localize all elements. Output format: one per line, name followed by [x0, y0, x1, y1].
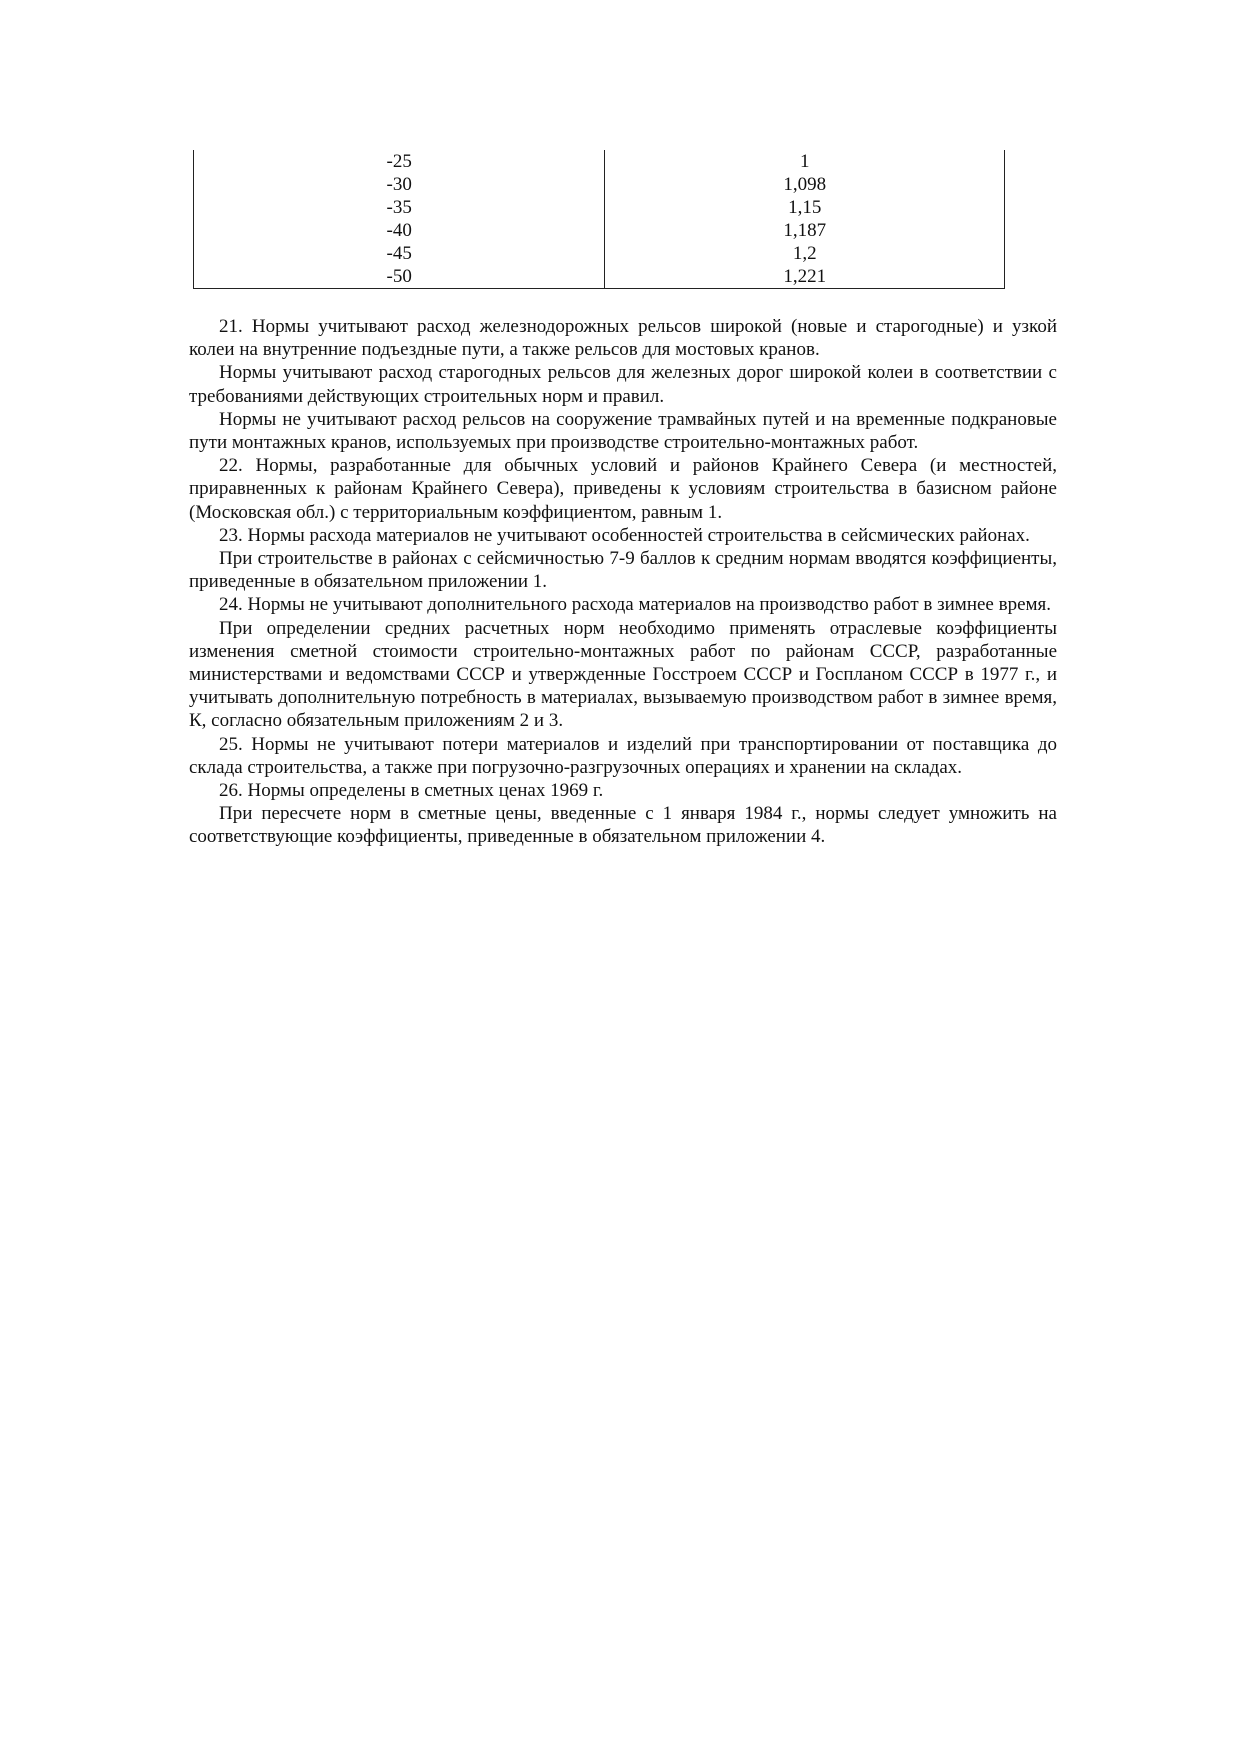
- table-row: [194, 150, 1005, 173]
- temperature-cell: -35: [194, 196, 605, 219]
- paragraph-21-rails-excluded: Нормы не учитывают расход рельсов на сооружение трамвайных путей и на временные подкрановые пути монтажных кранов, используемых при производстве строительно-монтажных работ.: [189, 408, 1057, 454]
- table-row: [194, 242, 1005, 265]
- paragraph-25: 25. Нормы не учитывают потери материалов и изделий при транспортировании от поставщика до склада строительства, а также при погрузочно-разгрузочных операциях и хранении на складах.: [189, 733, 1057, 778]
- temperature-cell: -45: [194, 242, 605, 265]
- paragraph-26-recalc: При пересчете норм в сметные цены, введенные с 1 января 1984 г., нормы следует умножить на соответствующие коэффициенты, приведенные в обязательном приложении 4.: [189, 803, 1057, 848]
- paragraph-23-seismic: При строительстве в районах с сейсмичностью 7-9 баллов к средним нормам вводятся коэффициенты, приведенные в обязательном приложении 1.: [189, 548, 1057, 593]
- paragraph-21-rails-old: Нормы учитывают расход старогодных рельсов для железных дорог широкой колеи в соответствии с требованиями действующих строительных норм и правил.: [189, 362, 1057, 407]
- table-row: [194, 265, 1005, 289]
- coefficient-cell: 1,098: [605, 173, 1005, 196]
- coefficient-cell: 1,221: [605, 265, 1005, 289]
- paragraph-24: 24. Нормы не учитывают дополнительного расхода материалов на производство работ в зимнее время.: [219, 594, 1052, 616]
- coefficient-cell: 1,187: [605, 219, 1005, 242]
- temperature-cell: -50: [194, 265, 605, 289]
- coefficient-table: [193, 150, 1005, 289]
- paragraph-23: 23. Нормы расхода материалов не учитывают особенностей строительства в сейсмических районах.: [219, 524, 1030, 546]
- table-row: [194, 196, 1005, 219]
- paragraph-26: 26. Нормы определены в сметных ценах 1969 г.: [219, 780, 604, 802]
- temperature-cell: -25: [194, 150, 605, 173]
- body-text: [189, 315, 1057, 849]
- paragraph-21: 21. Нормы учитывают расход железнодорожных рельсов широкой (новые и старогодные) и узкой колеи на внутренние подъездные пути, а также рельсов для мостовых кранов.: [189, 316, 1057, 361]
- coefficient-cell: 1: [605, 150, 1005, 173]
- paragraph-24-coefficients: При определении средних расчетных норм необходимо применять отраслевые коэффициенты изменения сметной стоимости строительно-монтажных работ по районам СССР, разработанные министерствами и ведомствами СССР и утвержденные Госстроем СССР и Госпланом СССР в 1977 г., и учитывать дополнительную потребность в материалах, вызываемую производством работ в зимнее время, К, согласно обязательным приложениям 2 и 3.: [189, 617, 1057, 732]
- table-row: [194, 173, 1005, 196]
- temperature-cell: -40: [194, 219, 605, 242]
- paragraph-22: 22. Нормы, разработанные для обычных условий и районов Крайнего Севера (и местностей, приравненных к районам Крайнего Севера), приведены к условиям строительства в базисном районе (Московская обл.) с территориальным коэффициентом, равным 1.: [189, 455, 1057, 523]
- table-row: [194, 219, 1005, 242]
- coefficient-table-container: [193, 150, 1005, 289]
- coefficient-cell: 1,15: [605, 196, 1005, 219]
- coefficient-cell: 1,2: [605, 242, 1005, 265]
- temperature-cell: -30: [194, 173, 605, 196]
